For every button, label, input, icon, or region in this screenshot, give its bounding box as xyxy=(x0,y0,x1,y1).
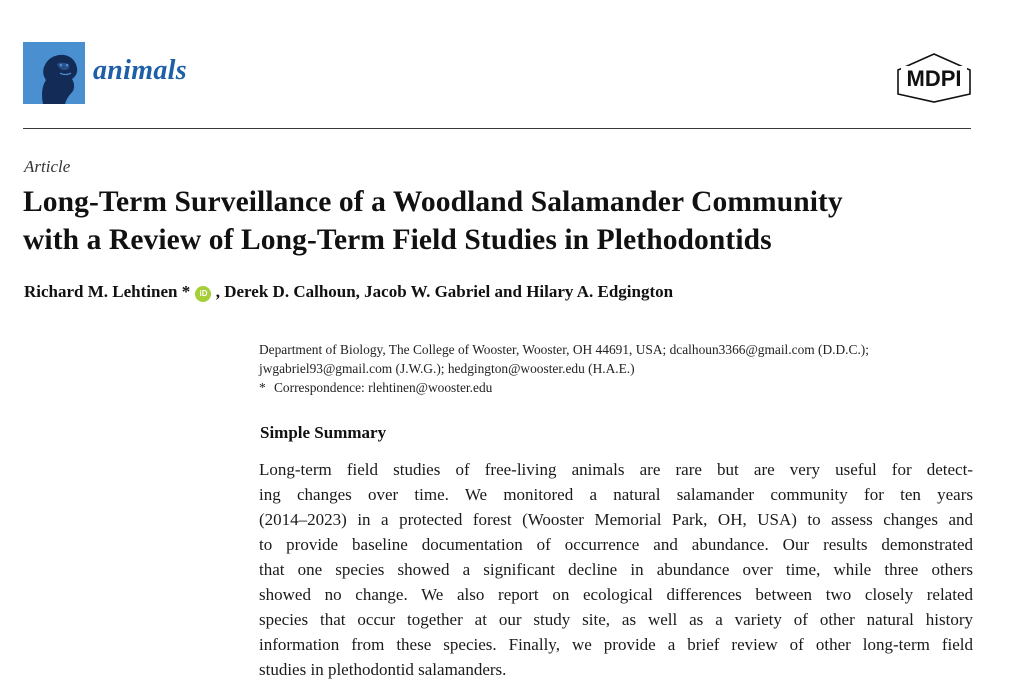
correspondence-line xyxy=(259,378,979,397)
summary-line: species that occur together at our study site, as well as a variety of other natural history xyxy=(259,610,973,629)
summary-line: (2014–2023) in a protected forest (Wooster Memorial Park, OH, USA) to assess changes and xyxy=(259,510,973,529)
correspondence-email: Correspondence: rlehtinen@wooster.edu xyxy=(274,380,493,395)
author-list xyxy=(24,282,673,302)
header-divider xyxy=(23,128,971,129)
affiliation-line: Department of Biology, The College of Wooster, Wooster, OH 44691, USA; dcalhoun3366@gmail.com (D.D.C.); xyxy=(259,342,869,357)
publisher-name: MDPI xyxy=(906,66,962,91)
correspondence-mark: * xyxy=(259,380,266,395)
summary-line: Long-term field studies of free-living animals are rare but are very useful for detect- xyxy=(259,460,973,479)
title-line: Long-Term Surveillance of a Woodland Salamander Community xyxy=(23,186,843,218)
article-title xyxy=(23,183,978,259)
affiliation-line: jwgabriel93@gmail.com (J.W.G.); hedgington@wooster.edu (H.A.E.) xyxy=(259,361,635,376)
chimpanzee-silhouette-icon xyxy=(23,42,85,104)
article-type: Article xyxy=(24,157,71,176)
title-line: with a Review of Long-Term Field Studies in Plethodontids xyxy=(23,224,772,256)
summary-line: information from these species. Finally, we provide a brief review of other long-term field xyxy=(259,635,973,654)
publisher-logo xyxy=(895,52,973,104)
journal-name: animals xyxy=(93,55,187,86)
summary-line: that one species showed a significant decline in abundance over time, while three others xyxy=(259,560,973,579)
simple-summary-heading: Simple Summary xyxy=(260,423,387,442)
summary-line: showed no change. We also report on ecological differences between two closely related xyxy=(259,585,973,604)
summary-line: ing changes over time. We monitored a natural salamander community for ten years xyxy=(259,485,973,504)
summary-line: to provide baseline documentation of occurrence and abundance. Our results demonstrated xyxy=(259,535,973,554)
affiliation-block xyxy=(259,340,979,397)
journal-logo xyxy=(23,42,85,104)
summary-line: studies in plethodontid salamanders. xyxy=(259,660,507,679)
orcid-icon[interactable]: iD xyxy=(195,286,211,302)
corresponding-author: Richard M. Lehtinen * xyxy=(24,282,191,301)
simple-summary-body xyxy=(259,457,973,682)
co-authors: , Derek D. Calhoun, Jacob W. Gabriel and Hilary A. Edgington xyxy=(215,282,674,301)
